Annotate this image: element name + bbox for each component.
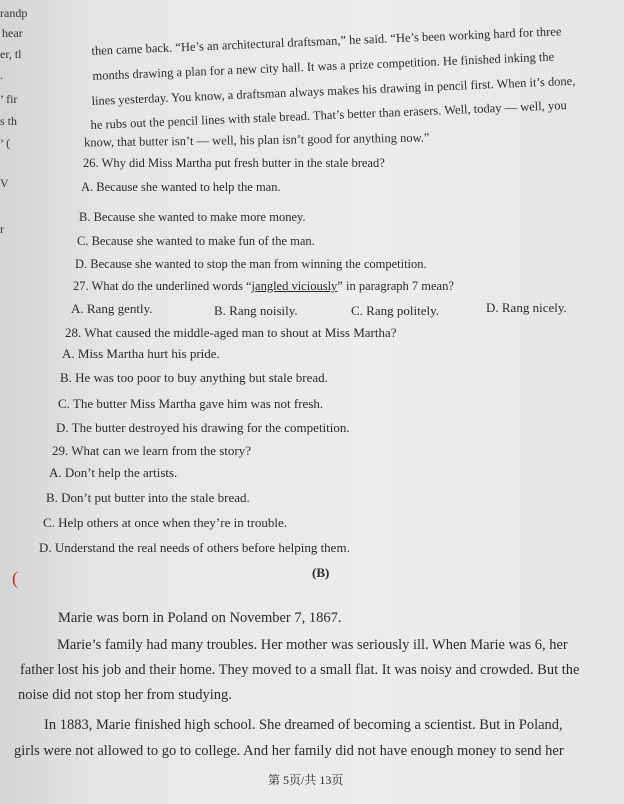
passage-line: lines yesterday. You know, a draftsman always makes his drawing in pencil first. When it’s done, xyxy=(91,73,576,108)
option-27a: A. Rang gently. xyxy=(71,301,153,316)
option-27d: D. Rang nicely. xyxy=(486,300,567,315)
page-footer: 第 5页/共 13页 xyxy=(268,773,344,787)
clipped-text: ’ ( xyxy=(0,136,11,150)
option-29c: C. Help others at once when they’re in trouble. xyxy=(43,515,288,530)
option-29b: B. Don’t put butter into the stale bread. xyxy=(46,490,250,505)
passage-b-line: Marie’s family had many troubles. Her mother was seriously ill. When Marie was 6, her xyxy=(57,637,568,653)
clipped-text: s th xyxy=(0,114,18,128)
option-27c: C. Rang politely. xyxy=(351,303,439,318)
passage-line: he rubs out the pencil lines with stale bread. That’s better than erasers. Well, today — well, you xyxy=(90,98,567,133)
option-28a: A. Miss Martha hurt his pride. xyxy=(62,346,220,361)
option-29d: D. Understand the real needs of others before helping them. xyxy=(39,540,350,555)
option-29a: A. Don’t help the artists. xyxy=(49,465,178,480)
clipped-text: hear xyxy=(2,26,23,40)
handwritten-mark: ( xyxy=(12,568,18,588)
option-27b: B. Rang noisily. xyxy=(214,303,298,318)
passage-line: months drawing a plan for a new city hall. It was a prize competition. He finished inking the xyxy=(92,49,555,83)
option-28b: B. He was too poor to buy anything but stale bread. xyxy=(60,370,328,385)
option-26d: D. Because she wanted to stop the man from winning the competition. xyxy=(75,257,427,271)
option-26b: B. Because she wanted to make more money. xyxy=(79,210,306,224)
clipped-text: randp xyxy=(0,6,28,20)
option-26a: A. Because she wanted to help the man. xyxy=(81,180,281,194)
option-26c: C. Because she wanted to make fun of the man. xyxy=(77,234,315,248)
question-29: 29. What can we learn from the story? xyxy=(52,443,252,458)
passage-b-line: noise did not stop her from studying. xyxy=(18,687,232,703)
passage-b-line: In 1883, Marie finished high school. She dreamed of becoming a scientist. But in Poland, xyxy=(44,717,563,733)
clipped-text: ’ fir xyxy=(0,92,18,106)
passage-b-line: father lost his job and their home. They moved to a small flat. It was noisy and crowded. But the xyxy=(20,662,580,678)
section-title: (B) xyxy=(312,565,330,580)
underlined-words: jangled viciously xyxy=(251,279,338,293)
clipped-text: V xyxy=(0,176,9,190)
question-28: 28. What caused the middle-aged man to shout at Miss Martha? xyxy=(65,325,397,340)
question-27 xyxy=(73,279,454,294)
clipped-text: er, tl xyxy=(0,47,22,61)
option-28c: C. The butter Miss Martha gave him was not fresh. xyxy=(58,396,324,411)
clipped-text: . xyxy=(0,68,3,82)
passage-line: then came back. “He’s an architectural draftsman,” he said. “He’s been working hard for three xyxy=(91,24,562,58)
passage-b-line: girls were not allowed to go to college. And her family did not have enough money to send her xyxy=(14,743,564,759)
clipped-text: r xyxy=(0,222,4,236)
option-28d: D. The butter destroyed his drawing for the competition. xyxy=(56,420,350,435)
passage-b-line: Marie was born in Poland on November 7, 1867. xyxy=(58,610,342,626)
passage-line: know, that butter isn’t — well, his plan isn’t good for anything now.” xyxy=(83,130,430,150)
question-26: 26. Why did Miss Martha put fresh butter in the stale bread? xyxy=(83,156,385,170)
question-27-post: ” in paragraph 7 mean? xyxy=(337,279,454,293)
question-27-pre: 27. What do the underlined words “ xyxy=(73,279,252,293)
